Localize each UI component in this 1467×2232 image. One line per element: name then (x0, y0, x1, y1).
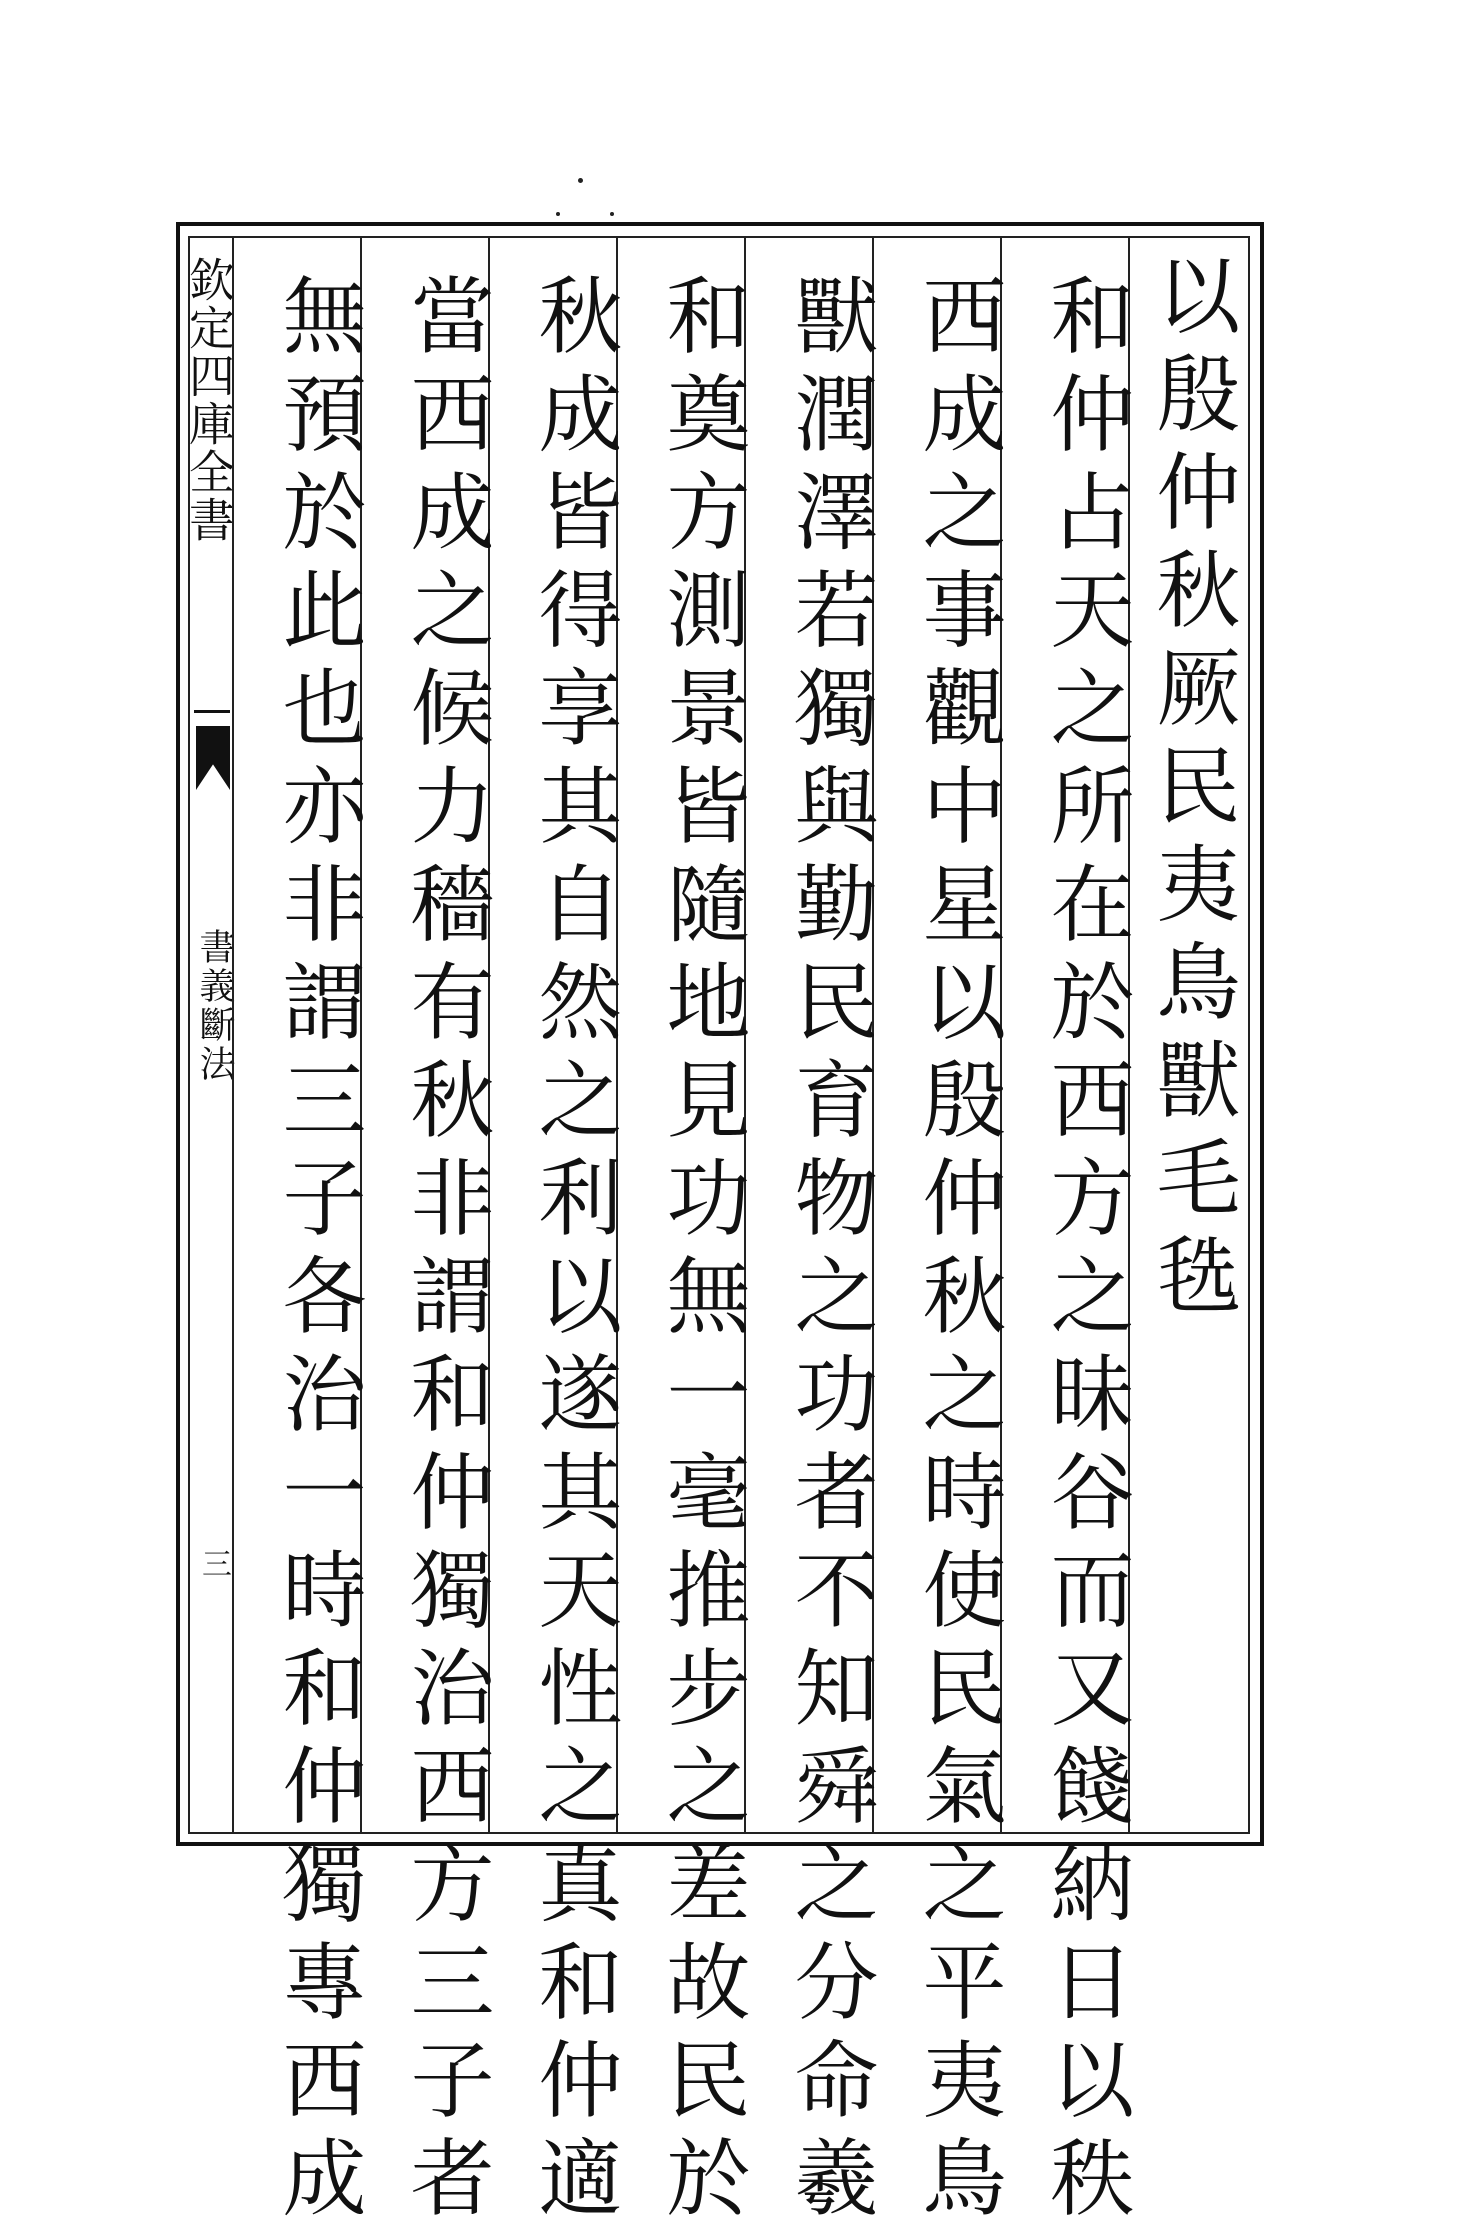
margin-strip (182, 238, 236, 1832)
text-column-6: 秋成皆得享其自然之利以遂其天性之真和仲適 (525, 272, 623, 2232)
scan-speck (578, 178, 583, 183)
page-frame (176, 222, 1264, 2232)
text-column-4: 獸潤澤若獨與勤民育物之功者不知舜之分命羲 (781, 272, 879, 2232)
text-column-5: 和奠方測景皆隨地見功無一毫推步之差故民於 (653, 272, 751, 2232)
book-title: 欽定四庫全書 (182, 256, 236, 544)
section-title: 書義斷法 (194, 928, 235, 1084)
column-divider (232, 238, 234, 1832)
text-column-1: 以殷仲秋厥民夷鳥獸毛毨 (1143, 252, 1241, 1330)
text-column-2: 和仲占天之所在於西方之昧谷而又餞納日以秩 (1037, 272, 1135, 2232)
inner-border (182, 236, 1250, 2232)
text-column-7: 當西成之候力穡有秋非謂和仲獨治西方三子者 (397, 272, 495, 2232)
text-column-8: 無預於此也亦非謂三子各治一時和仲獨專西成 (269, 272, 367, 2232)
fishtail-mark (196, 726, 230, 790)
scan-speck (556, 212, 560, 216)
page-number: 三 (196, 1548, 231, 1578)
margin-rule (194, 710, 230, 713)
text-column-3: 西成之事觀中星以殷仲秋之時使民氣之平夷鳥 (909, 272, 1007, 2232)
scan-speck (610, 212, 614, 216)
